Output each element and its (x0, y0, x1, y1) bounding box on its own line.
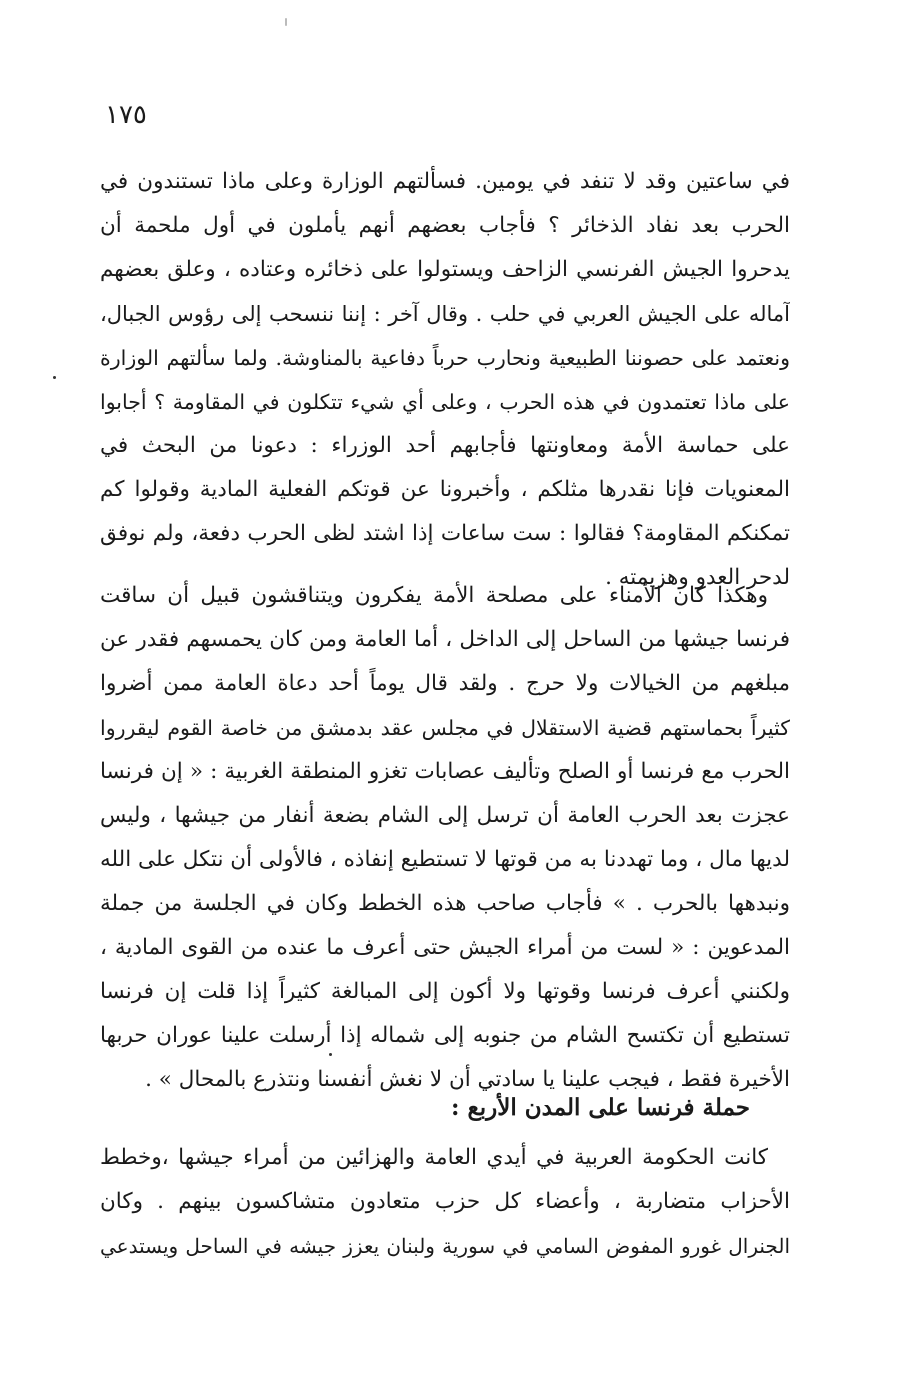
text-line: ونعتمد على حصوننا الطبيعية ونحارب حرباً دفاعية بالمناوشة. ولما سألتهم الوزارة (100, 346, 790, 370)
text-line: آماله على الجيش العربي في حلب . وقال آخر : إننا ننسحب إلى رؤوس الجبال، (100, 302, 790, 326)
text-line: ونبدهها بالحرب . » فأجاب صاحب هذه الخطط وكان في الجلسة من جملة (100, 891, 790, 916)
text-line: تستطيع أن تكتسح الشام من جنوبه إلى شماله إذا أرسلت علينا عوران حربها (100, 1023, 790, 1048)
paragraph-1 (100, 160, 790, 600)
text-line: كثيراً بحماستهم قضية الاستقلال في مجلس عقد بدمشق من خاصة القوم ليقرروا (100, 716, 790, 740)
section-heading: حملة فرنسا على المدن الأربع : (450, 1094, 750, 1121)
text-line: يدحروا الجيش الفرنسي الزاحف ويستولوا على ذخائره وعتاده ، وعلق بعضهم (100, 257, 790, 282)
text-line: على حماسة الأمة ومعاونتها فأجابهم أحد الوزراء : دعونا من البحث في (100, 433, 790, 458)
text-line: وهكذا كان الأمناء على مصلحة الأمة يفكرون ويتناقشون قبيل أن ساقت (100, 583, 768, 608)
scan-speck (53, 376, 56, 379)
text-line: الأحزاب متضاربة ، وأعضاء كل حزب متعادون متشاكسون بينهم . وكان (100, 1189, 790, 1214)
text-line: على ماذا تعتمدون في هذه الحرب ، وعلى أي شيء تتكلون في المقاومة ؟ أجابوا (100, 390, 790, 414)
text-line: الجنرال غورو المفوض السامي في سورية ولبنان يعزز جيشه في الساحل ويستدعي (100, 1234, 790, 1258)
text-line: الحرب مع فرنسا أو الصلح وتأليف عصابات تغزو المنطقة الغربية : « إن فرنسا (100, 759, 790, 784)
text-line: لديها مال ، وما تهددنا به من قوتها لا تستطيع إنفاذه ، فالأولى أن نتكل على الله (100, 847, 790, 872)
text-line: كانت الحكومة العربية في أيدي العامة والهزائين من أمراء جيشها ،وخطط (100, 1145, 768, 1170)
text-line: في ساعتين وقد لا تنفد في يومين. فسألتهم الوزارة وعلى ماذا تستندون في (100, 169, 790, 194)
text-line: المعنويات فإنا نقدرها مثلكم ، وأخبرونا عن قوتكم الفعلية المادية وقولوا كم (100, 477, 790, 502)
text-line: عجزت بعد الحرب العامة أن ترسل إلى الشام بضعة أنفار من جيشها ، وليس (100, 803, 790, 828)
paragraph-3 (100, 1136, 790, 1268)
text-line: الأخيرة فقط ، فيجب علينا يا سادتي أن لا نغش أنفسنا ونتذرع بالمحال » . (145, 1067, 790, 1092)
text-line: المدعوين : « لست من أمراء الجيش حتى أعرف ما عنده من القوى المادية ، (100, 935, 790, 960)
text-line: ولكنني أعرف فرنسا وقوتها ولا أكون إلى المبالغة كثيراً إذا قلت إن فرنسا (100, 979, 790, 1004)
scan-mark (285, 18, 287, 26)
text-line: فرنسا جيشها من الساحل إلى الداخل ، أما العامة ومن كان يحمسهم فقدر عن (100, 627, 790, 652)
page-number: ١٧٥ (105, 100, 147, 130)
text-line: الحرب بعد نفاد الذخائر ؟ فأجاب بعضهم أنهم يأملون في أول ملحمة أن (100, 213, 790, 238)
text-line: لدحر العدو وهزيمته . (605, 565, 790, 590)
text-line: مبلغهم من الخيالات ولا حرج . ولقد قال يوماً أحد دعاة العامة ممن أضروا (100, 671, 790, 696)
text-line: تمكنكم المقاومة؟ فقالوا : ست ساعات إذا اشتد لظى الحرب دفعة، ولم نوفق (100, 521, 790, 546)
paragraph-2 (100, 574, 790, 1102)
